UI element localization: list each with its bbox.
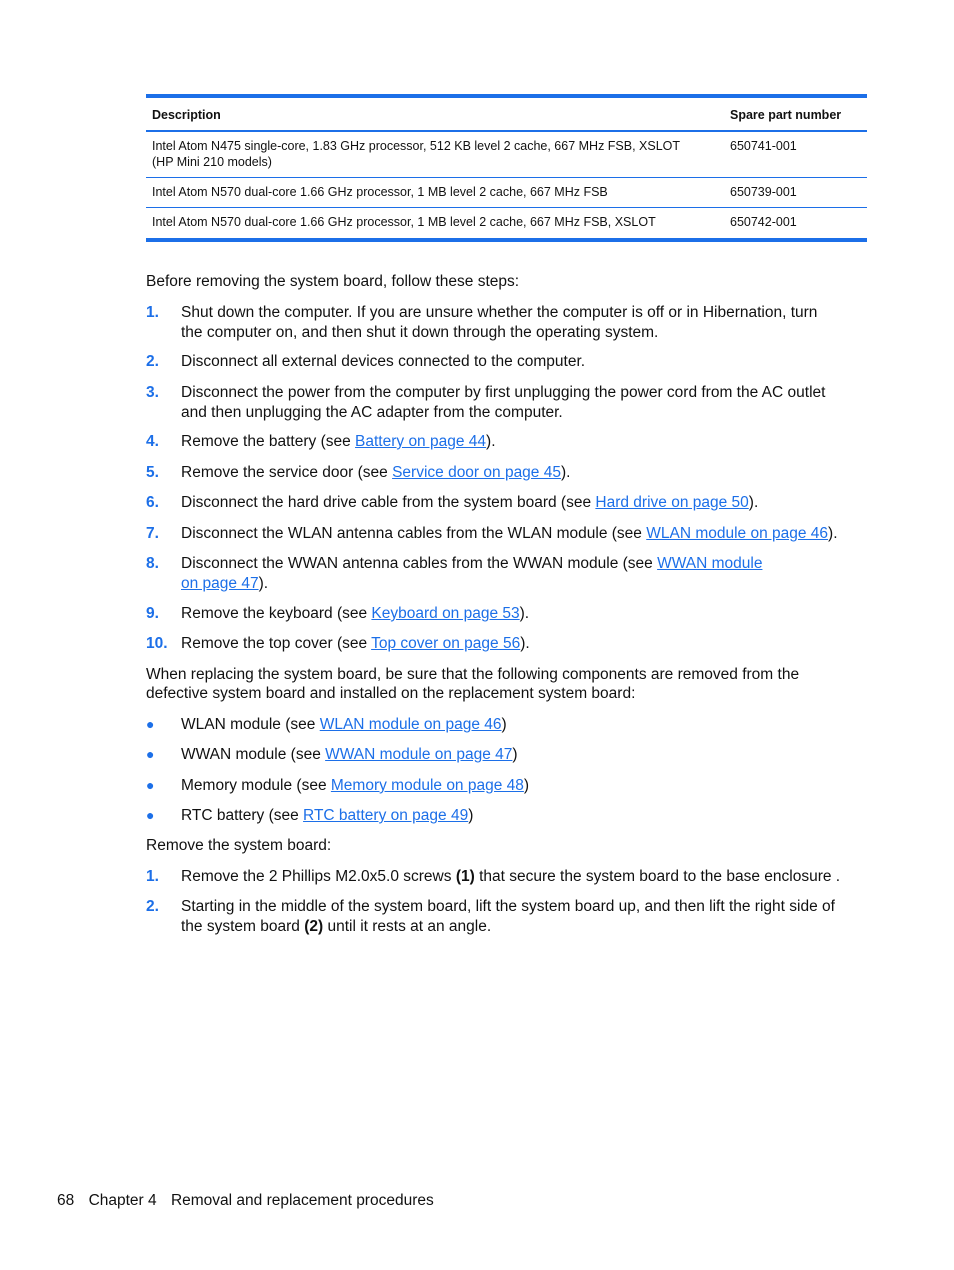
column-header-spare-part-number: Spare part number	[724, 96, 867, 131]
bullet-icon: ●	[146, 716, 155, 732]
step-text: Disconnect the hard drive cable from the system board (see Hard drive on page 50).	[181, 494, 759, 511]
table-cell-description: Intel Atom N475 single-core, 1.83 GHz processor, 512 KB level 2 cache, 667 MHz FSB, XSLOT (HP Mini 210 models)	[146, 131, 724, 178]
step-item	[146, 897, 867, 936]
rtc-battery-link[interactable]: RTC battery on page 49	[303, 807, 469, 824]
step-number: 10.	[146, 635, 168, 652]
step-text: Starting in the middle of the system board, lift the system board up, and then lift the right side of the system board (2) until it rests at an angle.	[181, 898, 835, 935]
step-item	[146, 554, 867, 593]
table-cell-part-number: 650739-001	[724, 178, 867, 208]
step-number: 3.	[146, 384, 159, 401]
step-item	[146, 604, 867, 624]
step-text: Remove the 2 Phillips M2.0x5.0 screws (1) that secure the system board to the base enclosure .	[181, 868, 841, 885]
keyboard-link[interactable]: Keyboard on page 53	[371, 605, 520, 622]
step-item	[146, 303, 867, 342]
column-header-description: Description	[146, 96, 724, 131]
bullet-icon: ●	[146, 777, 155, 793]
chapter-title: Removal and replacement procedures	[170, 1192, 434, 1209]
list-item-text: RTC battery (see RTC battery on page 49)	[181, 807, 474, 824]
table-row	[146, 208, 867, 241]
step-number: 7.	[146, 525, 159, 542]
list-item	[146, 776, 867, 796]
step-number: 5.	[146, 464, 159, 481]
step-text: Remove the service door (see Service door on page 45).	[181, 464, 571, 481]
step-text: Shut down the computer. If you are unsure whether the computer is off or in Hibernation, turn the computer on, and then shut it down through the operating system.	[181, 304, 818, 341]
step-number: 6.	[146, 494, 159, 511]
page-footer	[57, 1192, 444, 1210]
table-row	[146, 178, 867, 208]
service-door-link[interactable]: Service door on page 45	[392, 464, 561, 481]
bullet-icon: ●	[146, 807, 155, 823]
table-cell-description: Intel Atom N570 dual-core 1.66 GHz processor, 1 MB level 2 cache, 667 MHz FSB	[146, 178, 724, 208]
intro-paragraph: Before removing the system board, follow these steps:	[146, 273, 520, 290]
step-number: 9.	[146, 605, 159, 622]
step-number: 1.	[146, 304, 159, 321]
step-item	[146, 352, 867, 372]
battery-link[interactable]: Battery on page 44	[355, 433, 487, 450]
table-row	[146, 131, 867, 178]
step-text: Disconnect all external devices connected to the computer.	[181, 353, 586, 370]
step-item	[146, 493, 867, 513]
step-text: Remove the keyboard (see Keyboard on page 53).	[181, 605, 530, 622]
step-item	[146, 524, 867, 544]
table-header-row	[146, 96, 867, 131]
top-cover-link[interactable]: Top cover on page 56	[371, 635, 521, 652]
bullet-icon: ●	[146, 746, 155, 762]
step-text: Disconnect the WLAN antenna cables from the WLAN module (see WLAN module on page 46).	[181, 525, 838, 542]
step-item	[146, 634, 867, 654]
step-item	[146, 383, 867, 422]
replacing-paragraph: When replacing the system board, be sure that the following components are removed from the defective system board and installed on the replacement system board:	[146, 666, 800, 702]
step-text: Disconnect the power from the computer by first unplugging the power cord from the AC outlet and then unplugging the AC adapter from the computer.	[181, 384, 826, 421]
step-number: 2.	[146, 898, 159, 915]
wwan-module-link-continued[interactable]: on page 47	[181, 574, 259, 592]
table-cell-part-number: 650741-001	[724, 131, 867, 178]
list-item	[146, 745, 867, 765]
remove-intro: Remove the system board:	[146, 837, 332, 854]
chapter-label: Chapter 4	[88, 1192, 157, 1209]
spare-parts-table	[146, 94, 867, 242]
wwan-module-link[interactable]: WWAN module on page 47	[325, 746, 513, 763]
step-text: Remove the battery (see Battery on page 44).	[181, 433, 496, 450]
page-number: 68	[57, 1192, 75, 1209]
list-item	[146, 715, 867, 735]
step-text: Remove the top cover (see Top cover on page 56).	[181, 635, 530, 652]
wlan-module-link[interactable]: WLAN module on page 46	[646, 525, 829, 542]
step-text: Disconnect the WWAN antenna cables from the WWAN module (see WWAN module on page 47).	[181, 555, 763, 592]
list-item-text: Memory module (see Memory module on page 48)	[181, 777, 530, 794]
wlan-module-link[interactable]: WLAN module on page 46	[319, 716, 502, 733]
list-item	[146, 806, 867, 826]
wwan-module-link[interactable]: WWAN module	[657, 555, 763, 572]
list-item-text: WWAN module (see WWAN module on page 47)	[181, 746, 518, 763]
table-cell-part-number: 650742-001	[724, 208, 867, 241]
memory-module-link[interactable]: Memory module on page 48	[330, 777, 524, 794]
step-number: 4.	[146, 433, 159, 450]
hard-drive-link[interactable]: Hard drive on page 50	[595, 494, 749, 511]
step-number: 1.	[146, 868, 159, 885]
step-item	[146, 463, 867, 483]
step-number: 8.	[146, 555, 159, 572]
list-item-text: WLAN module (see WLAN module on page 46)	[181, 716, 507, 733]
step-item	[146, 867, 867, 887]
table-cell-description: Intel Atom N570 dual-core 1.66 GHz processor, 1 MB level 2 cache, 667 MHz FSB, XSLOT	[146, 208, 724, 241]
step-number: 2.	[146, 353, 159, 370]
step-item	[146, 432, 867, 452]
